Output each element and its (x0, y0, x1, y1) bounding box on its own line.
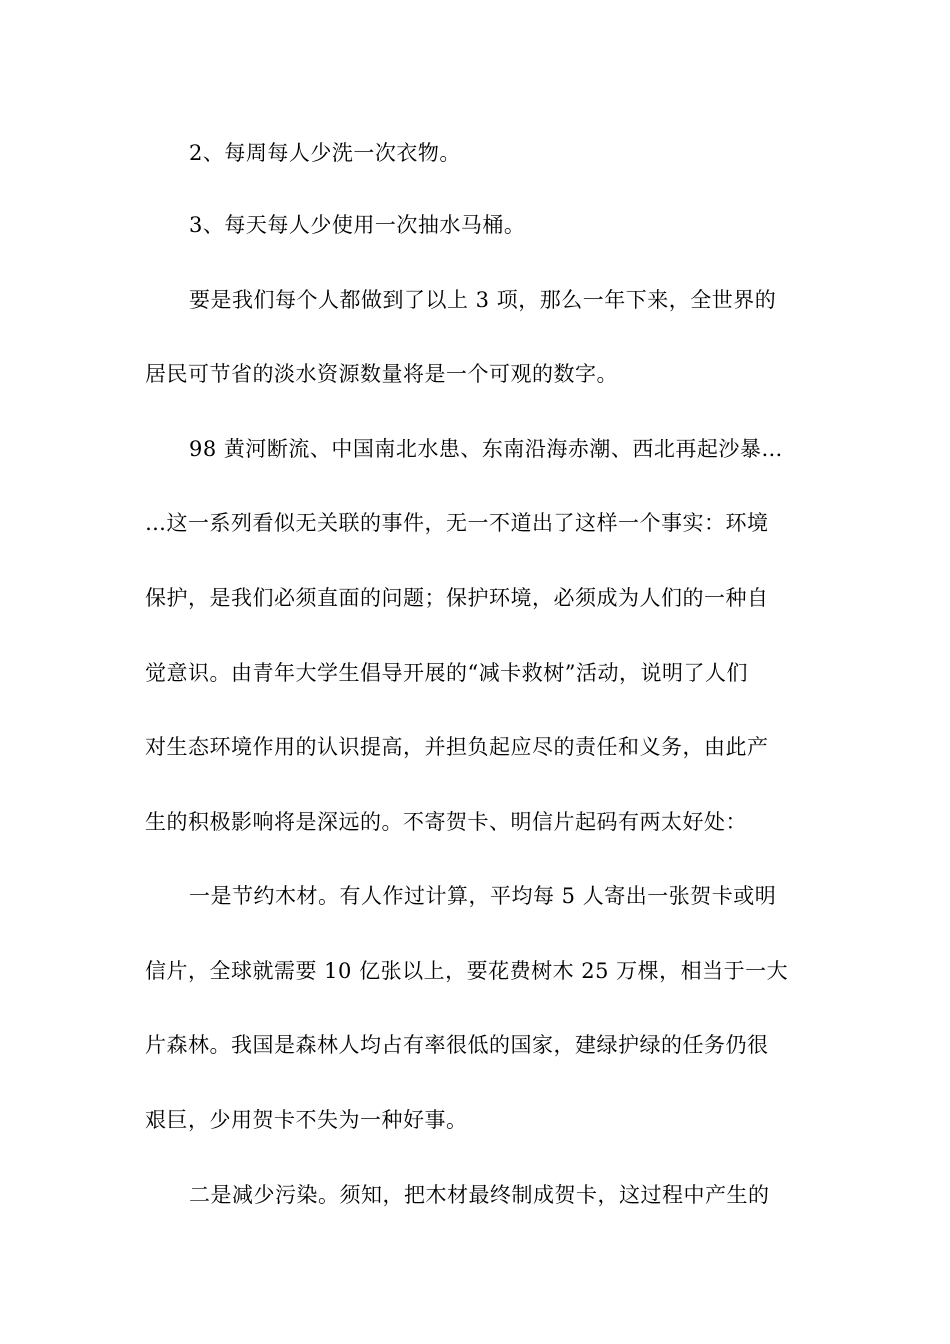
paragraph-line: 保护，是我们必须直面的问题；保护环境，必须成为人们的一种自 (145, 586, 769, 610)
paragraph-line: 艰巨，少用贺卡不失为一种好事。 (145, 1108, 468, 1132)
paragraph-line: 觉意识。由青年大学生倡导开展的“减卡救树”活动，说明了人们 (145, 661, 748, 685)
paragraph-line: 要是我们每个人都做到了以上 3 项，那么一年下来，全世界的 (189, 288, 777, 312)
paragraph-line: 居民可节省的淡水资源数量将是一个可观的数字。 (145, 362, 618, 386)
paragraph-line: 片森林。我国是森林人均占有率很低的国家，建绿护绿的任务仍很 (145, 1033, 769, 1057)
paragraph-line: 对生态环境作用的认识提高，并担负起应尽的责任和义务，由此产 (145, 735, 769, 759)
paragraph-line: 信片，全球就需要 10 亿张以上，要花费树木 25 万棵，相当于一大 (145, 959, 789, 983)
paragraph-line: 98 黄河断流、中国南北水患、东南沿海赤潮、西北再起沙暴… (189, 437, 783, 461)
paragraph-line: 一是节约木材。有人作过计算，平均每 5 人寄出一张贺卡或明 (189, 884, 777, 908)
paragraph-line: 二是减少污染。须知，把木材最终制成贺卡，这过程中产生的 (189, 1183, 770, 1207)
paragraph-line: 生的积极影响将是深远的。不寄贺卡、明信片起码有两太好处： (145, 810, 747, 834)
list-item-toilet: 3、每天每人少使用一次抽水马桶。 (189, 213, 526, 237)
list-item-wash-clothes: 2、每周每人少洗一次衣物。 (189, 141, 461, 165)
paragraph-line: …这一系列看似无关联的事件，无一不道出了这样一个事实：环境 (145, 511, 769, 535)
